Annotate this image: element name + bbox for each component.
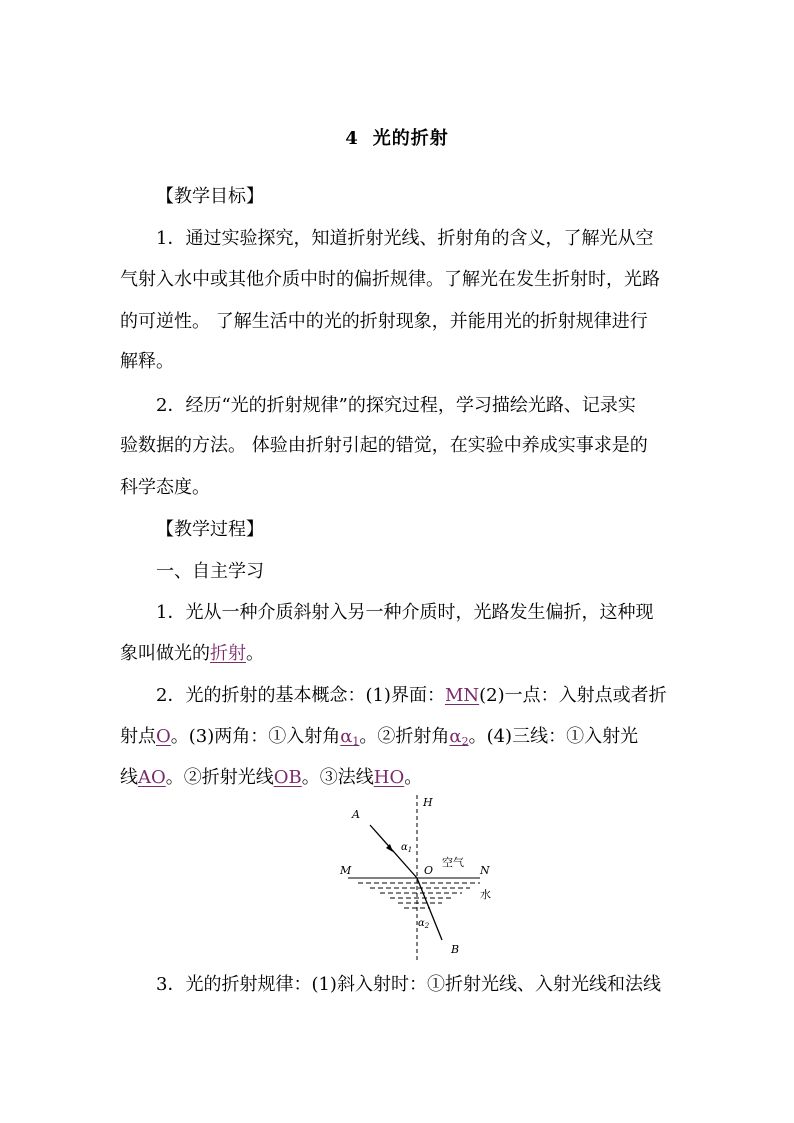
label-b: B [451,943,460,956]
objective-2-line-3: 科学态度。 [120,477,210,498]
label-o: O [424,864,434,877]
label-m: M [340,864,352,877]
text: 。 [246,643,264,664]
point-2-line-1 [156,684,680,708]
point-1-line-1: 1．光从一种介质斜射入另一种介质时，光路发生偏折，这种现 [156,602,654,623]
text: 。(3)两角：①入射角 [170,726,341,747]
process-heading: 【教学过程】 [156,519,264,540]
text: 射点 [120,726,156,747]
label-h: H [423,796,433,809]
text: 象叫做光的 [120,643,210,664]
objective-2-line-2: 验数据的方法。 体验由折射引起的错觉，在实验中养成实事求是的 [120,435,648,456]
title-number: 4 [345,128,359,149]
answer-interface: MN [444,685,480,706]
point-3-line-1: 3．光的折射规律：(1)斜入射时：①折射光线、入射光线和法线 [156,974,661,995]
page-title [0,124,794,150]
answer-refraction: 折射 [210,643,246,664]
answer-incident-ray: AO [138,767,166,788]
text: 线 [120,767,138,788]
label-n: N [480,864,490,877]
alpha: α [449,726,462,747]
title-text: 光的折射 [372,128,449,149]
point-1-line-2 [120,642,680,666]
text: 。②折射光线 [165,767,274,788]
subscript: 1 [352,735,360,748]
alpha: α [340,726,353,747]
objective-1-line-3: 的可逆性。 了解生活中的光的折射现象，并能用光的折射规律进行 [120,311,648,332]
subscript: 2 [461,735,469,748]
section-1-heading: 一、自主学习 [156,561,264,582]
answer-refraction-angle [449,726,468,747]
text: 。③法线 [301,767,374,788]
objective-2-line-1: 2．经历“光的折射规律”的探究过程，学习描绘光路、记录实 [156,395,636,416]
label-a: A [352,808,360,821]
text: 。(4)三线：①入射光 [468,726,639,747]
answer-normal: HO [373,767,405,788]
refracted-ray [417,878,442,940]
objective-1-line-4: 解释。 [120,351,174,372]
text: 2．光的折射的基本概念：(1)界面： [156,685,445,706]
answer-incident-angle [340,726,359,747]
objective-1-line-2: 气射入水中或其他介质中时的偏折规律。了解光在发生折射时，光路 [120,269,660,290]
label-air: 空气 [442,856,464,869]
point-2-line-3 [120,766,680,790]
answer-refracted-ray: OB [273,767,302,788]
objective-1-line-1: 1．通过实验探究，知道折射光线、折射角的含义，了解光从空 [156,228,654,249]
text: (2)一点：入射点或者折 [479,685,667,706]
label-alpha1: $\alpha_1$ [401,842,413,854]
text: 。 [404,767,423,788]
refraction-diagram [330,790,510,965]
water-hatching [358,883,480,908]
label-water: 水 [480,888,491,901]
point-2-line-2 [120,725,680,754]
text: 。②折射角 [359,726,450,747]
objectives-heading: 【教学目标】 [156,186,264,207]
answer-point: O [156,726,171,747]
label-alpha2: $\alpha_2$ [418,918,430,930]
